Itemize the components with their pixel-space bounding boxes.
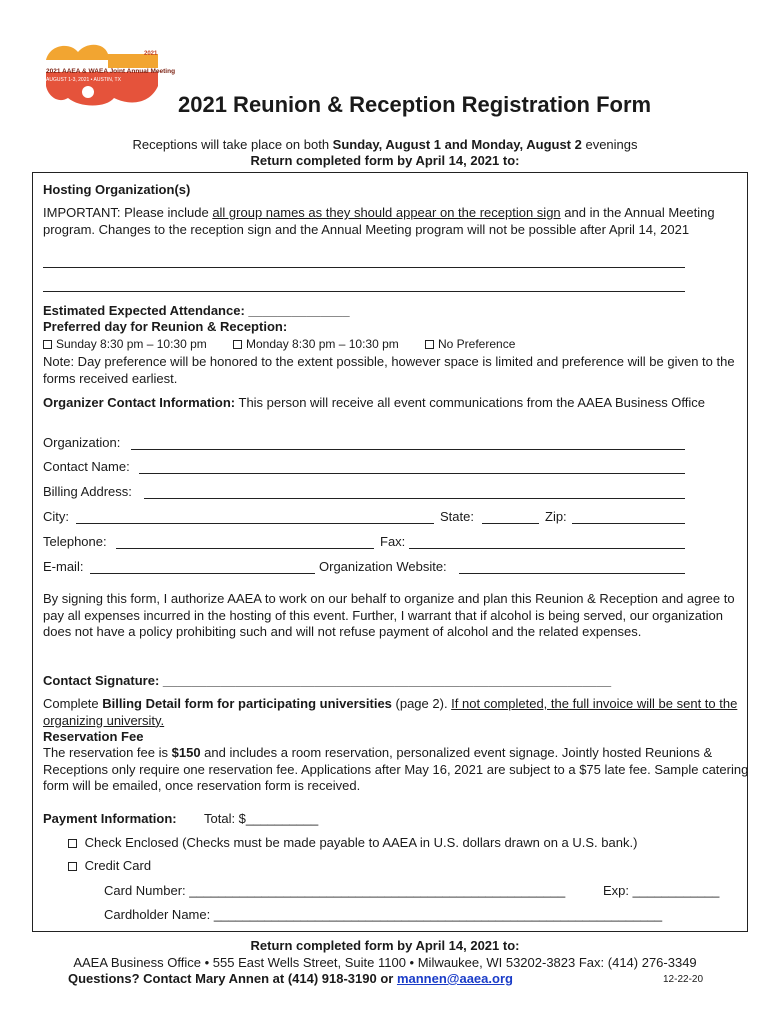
attendance-label: Estimated Expected Attendance: ______________ (43, 303, 350, 318)
organizer-info: Organizer Contact Information: This person will receive all event communications from the AAEA Business Office (43, 395, 706, 410)
page-title: 2021 Reunion & Reception Registration Form (178, 92, 652, 117)
check-enclosed-checkbox[interactable] (68, 839, 77, 848)
hosting-important: IMPORTANT: Please include all group names as they should appear on the reception sign and in the Annual Meeting program. Changes to the reception sign and the Annual Meeting program will not be possible after April 14, 2021 (43, 205, 715, 237)
website-label: Organization Website: (319, 559, 447, 574)
zip-label: Zip: (545, 509, 567, 524)
day-note: Note: Day preference will be honored to the extent possible, however space is limited and preference will be given to the forms received earliest. (43, 354, 735, 386)
footer-questions: Questions? Contact Mary Annen at (414) 918-3190 or mannen@aaea.org (68, 971, 513, 986)
hosting-heading: Hosting Organization(s) (43, 182, 191, 197)
day-option-monday[interactable]: Monday 8:30 pm – 10:30 pm (233, 337, 399, 351)
logo-line2: AUGUST 1-3, 2021 • AUSTIN, TX (46, 77, 121, 83)
cardholder-name-field[interactable]: Cardholder Name: ______________________________________________________________ (104, 907, 663, 922)
payment-label: Payment Information: (43, 811, 177, 826)
billing-detail-note: Complete Billing Detail form for participating universities (page 2). If not completed, the full invoice will be sent to the organizing university. (43, 696, 738, 728)
sunday-checkbox[interactable] (43, 340, 52, 349)
contact-name-label: Contact Name: (43, 459, 130, 474)
credit-card-option[interactable]: Credit Card (68, 858, 151, 875)
billing-address-field[interactable] (144, 498, 685, 499)
reservation-fee-heading: Reservation Fee (43, 729, 144, 744)
hosting-line-1[interactable] (43, 267, 685, 268)
reservation-fee-text: The reservation fee is $150 and includes a room reservation, personalized event signage. Jointly hosted Reunions & Receptions only require one reservation fee. Applications after May 16, 2021 are subject to a $75 late fee. Sample catering form will be emailed, once reservation form is received. (43, 745, 749, 793)
preferred-day-label: Preferred day for Reunion & Reception: (43, 319, 288, 334)
billing-address-label: Billing Address: (43, 484, 132, 499)
fax-field[interactable] (409, 548, 685, 549)
city-field[interactable] (76, 523, 434, 524)
check-enclosed-option[interactable]: Check Enclosed (Checks must be made payable to AAEA in U.S. dollars drawn on a U.S. bank.) (68, 835, 637, 852)
intro-line: Receptions will take place on both Sunday, August 1 and Monday, August 2 evenings (132, 137, 638, 152)
email-label: E-mail: (43, 559, 84, 574)
state-label: State: (440, 509, 474, 524)
city-label: City: (43, 509, 69, 524)
signature-field[interactable]: Contact Signature: ______________________________________________________________ (43, 673, 612, 688)
telephone-label: Telephone: (43, 534, 107, 549)
organization-label: Organization: (43, 435, 121, 450)
state-field[interactable] (482, 523, 539, 524)
authorization-text: By signing this form, I authorize AAEA to work on our behalf to organize and plan this Reunion & Reception and agree to pay all expenses incurred in the hosting of this event. Further, I warrant that if alcohol is being served, our organization does not have a policy prohibiting such and will not refuse payment of alcohol and the related expenses. (43, 591, 735, 639)
credit-card-checkbox[interactable] (68, 862, 77, 871)
day-option-no-preference[interactable]: No Preference (425, 337, 515, 351)
payment-total[interactable]: Total: $__________ (204, 811, 319, 826)
footer-return: Return completed form by April 14, 2021 to: (250, 938, 520, 953)
logo-line1: 2021 AAEA & WAEA Joint Annual Meeting (46, 68, 176, 75)
logo-year: 2021 (144, 51, 158, 57)
zip-field[interactable] (572, 523, 685, 524)
contact-email-link[interactable]: mannen@aaea.org (396, 971, 513, 986)
telephone-field[interactable] (116, 548, 374, 549)
exp-field[interactable]: Exp: ____________ (603, 883, 720, 898)
monday-checkbox[interactable] (233, 340, 242, 349)
return-by-line: Return completed form by April 14, 2021 to: (250, 153, 520, 168)
day-option-sunday[interactable]: Sunday 8:30 pm – 10:30 pm (43, 337, 207, 351)
no-preference-checkbox[interactable] (425, 340, 434, 349)
footer-address: AAEA Business Office • 555 East Wells Street, Suite 1100 • Milwaukee, WI 53202-3823 Fax: (414) 276-3349 (73, 955, 697, 970)
email-field[interactable] (90, 573, 315, 574)
organization-field[interactable] (131, 449, 685, 450)
contact-name-field[interactable] (139, 473, 685, 474)
form-date: 12-22-20 (663, 974, 704, 985)
card-number-field[interactable]: Card Number: ____________________________________________________ (104, 883, 566, 898)
fax-label: Fax: (380, 534, 406, 549)
website-field[interactable] (459, 573, 685, 574)
hosting-line-2[interactable] (43, 291, 685, 292)
logo (40, 38, 176, 108)
